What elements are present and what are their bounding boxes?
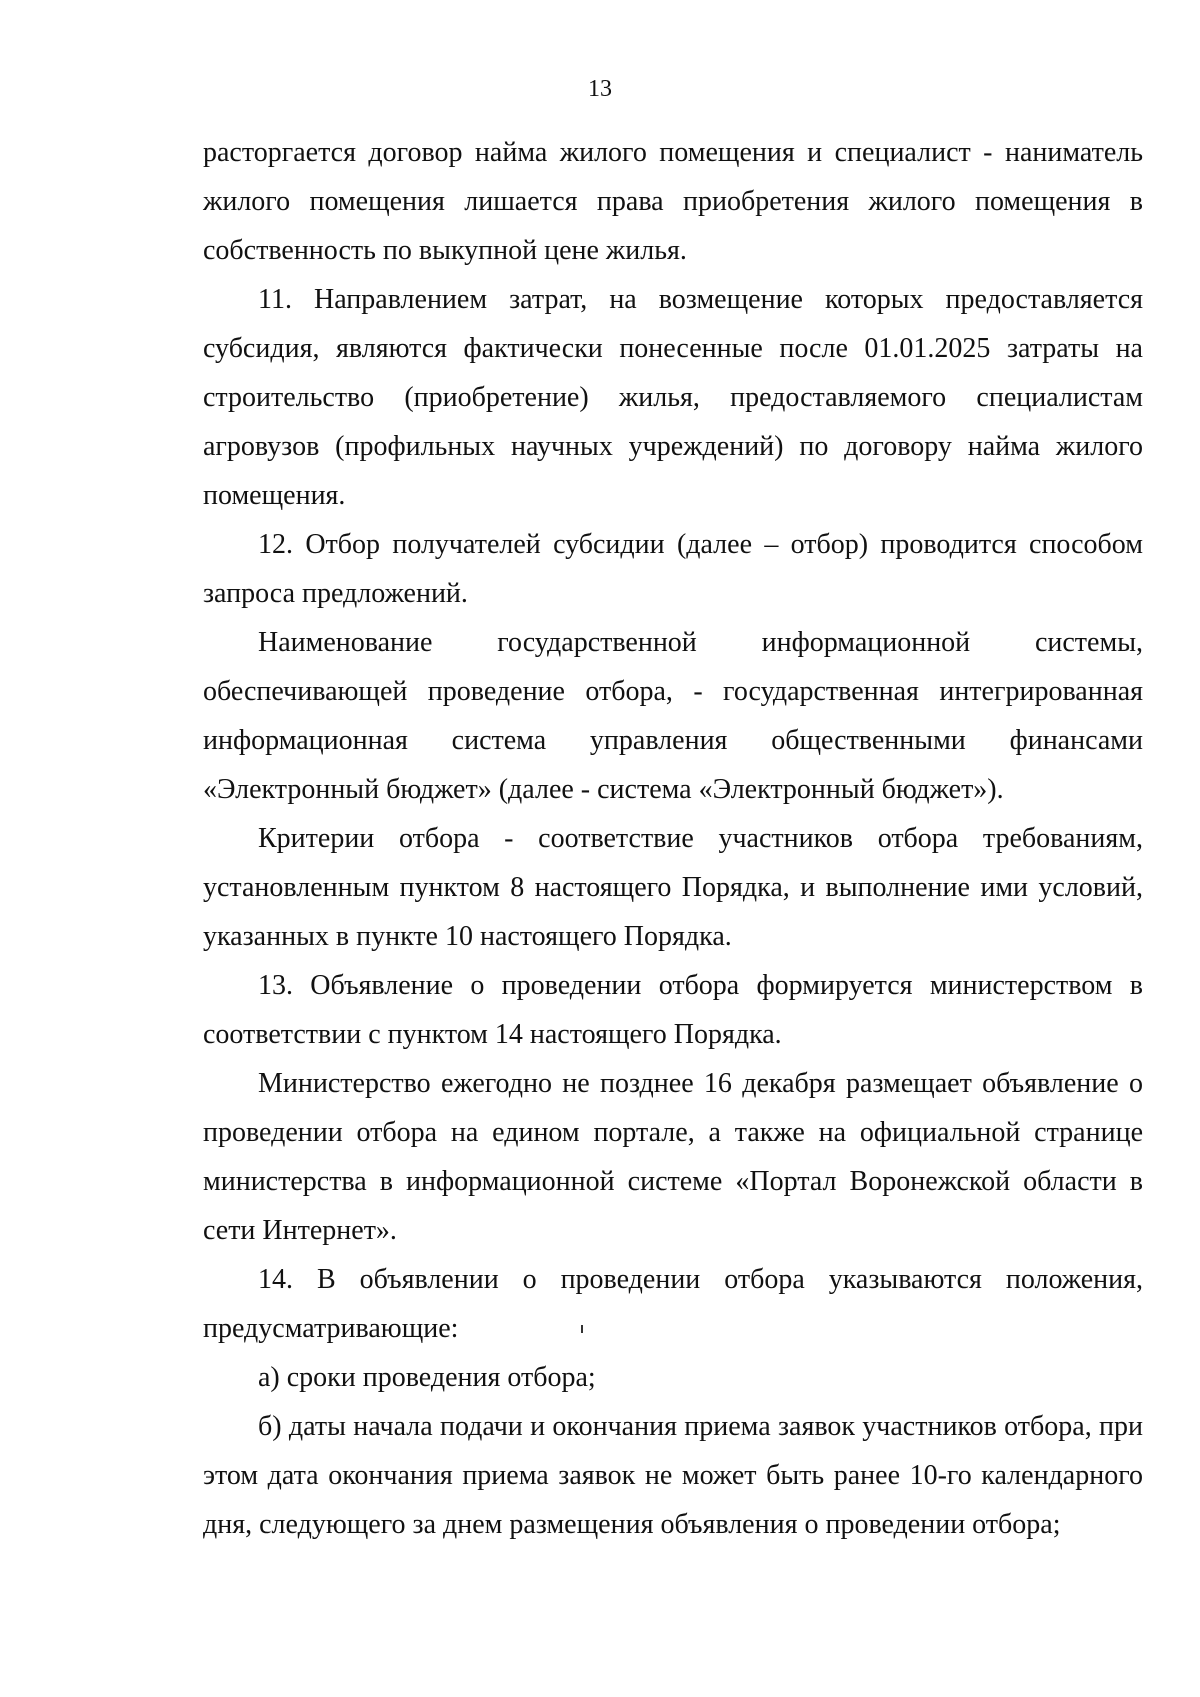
paragraph-selection-criteria: Критерии отбора - соответствие участников отбора требованиям, установленным пунктом 8 настоящего Порядка, и выполнение ими условий, указанных в пункте 10 настоящего Порядка. (203, 823, 1143, 952)
list-item-a: а) сроки проведения отбора; (258, 1362, 596, 1393)
paragraph-item-13: 13. Объявление о проведении отбора формируется министерством в соответствии с пунктом 14 настоящего Порядка. (203, 970, 1143, 1050)
document-body (203, 128, 1143, 1549)
scan-speck (581, 1325, 583, 1333)
list-item-b: б) даты начала подачи и окончания приема заявок участников отбора, при этом дата окончания приема заявок не может быть ранее 10-го календарного дня, следующего за днем размещения объявления о проведении отбора; (203, 1411, 1143, 1540)
paragraph-announcement-deadline: Министерство ежегодно не позднее 16 декабря размещает объявление о проведении отбора на едином портале, а также на официальной странице министерства в информационной системе «Портал Воронежской области в сети Интернет». (203, 1068, 1143, 1246)
paragraph-item-11: 11. Направлением затрат, на возмещение которых предоставляется субсидия, являются фактически понесенные после 01.01.2025 затраты на строительство (приобретение) жилья, предоставляемого специалистам агровузов (профильных научных учреждений) по договору найма жилого помещения. (203, 284, 1143, 511)
paragraph-item-14: 14. В объявлении о проведении отбора указываются положения, предусматривающие: (203, 1264, 1143, 1344)
paragraph-continuation: расторгается договор найма жилого помещения и специалист - наниматель жилого помещения лишается права приобретения жилого помещения в собственность по выкупной цене жилья. (203, 137, 1143, 266)
paragraph-information-system: Наименование государственной информационной системы, обеспечивающей проведение отбора, - государственная интегрированная информационная система управления общественными финансами «Электронный бюджет» (далее - система «Электронный бюджет»). (203, 627, 1143, 805)
paragraph-item-12: 12. Отбор получателей субсидии (далее – отбор) проводится способом запроса предложений. (203, 529, 1143, 609)
page-number: 13 (588, 76, 612, 102)
